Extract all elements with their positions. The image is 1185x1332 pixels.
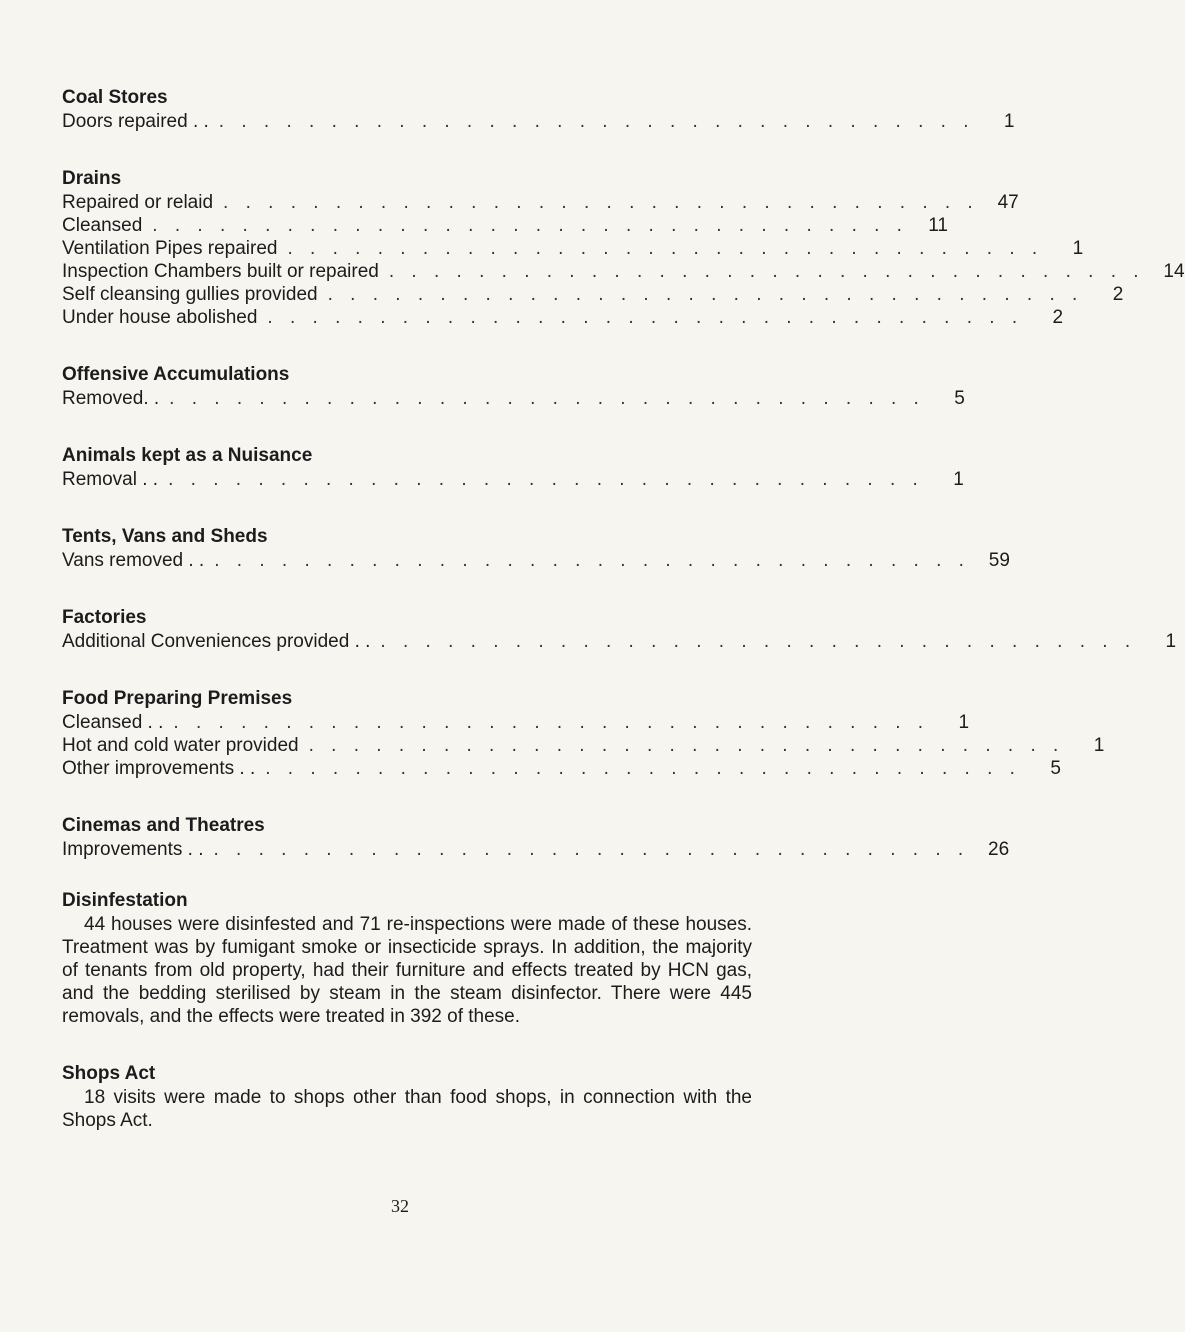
row-value: 5: [954, 388, 965, 409]
section-food-preparing-premises: [62, 687, 1105, 780]
section-heading: Factories: [62, 607, 147, 628]
leader-dots: . . . . . . . . . . . . . . . . . . . . . . . . . . . . . . . . . .: [152, 215, 908, 236]
document-body: [62, 86, 1185, 1132]
table-row: [62, 214, 948, 237]
section-heading: Cinemas and Theatres: [62, 815, 265, 836]
row-label: Repaired or relaid: [62, 192, 214, 213]
table-row: [62, 283, 1124, 306]
row-label: Hot and cold water provided: [62, 735, 299, 756]
page-number: 32: [391, 1196, 409, 1216]
row-value: 1: [1072, 238, 1084, 259]
section-disinfestation: [62, 889, 752, 1028]
row-label: Vans removed . .: [62, 550, 205, 571]
leader-dots: . . . . . . . . . . . . . . . . . . . . . . . . . . . . . . . . . .: [380, 631, 1137, 652]
leader-dots: . . . . . . . . . . . . . . . . . . . . . . . . . . . . . . . . . .: [169, 388, 925, 409]
section-tents-vans-sheds: [62, 525, 1010, 572]
section-shops-act: [62, 1062, 752, 1132]
row-value: 26: [988, 839, 1010, 860]
leader-dots: . . . . . . . . . . . . . . . . . . . . . . . . . . . . . . . . . .: [265, 758, 1021, 779]
row-label: Ventilation Pipes repaired: [62, 238, 278, 259]
row-value: 1: [958, 712, 970, 733]
row-label: Removed. .: [62, 388, 160, 409]
section-heading: Coal Stores: [62, 87, 168, 108]
table-row: [62, 630, 1177, 653]
table-row: [62, 468, 964, 491]
row-label: Removal . .: [62, 469, 159, 490]
section-drains: [62, 167, 1185, 329]
leader-dots: . . . . . . . . . . . . . . . . . . . . . . . . . . . . . . . . . .: [327, 284, 1084, 305]
section-animals-nuisance: [62, 444, 964, 491]
leader-dots: . . . . . . . . . . . . . . . . . . . . . . . . . . . . . . . . . .: [223, 192, 979, 213]
row-value: 14: [1163, 261, 1185, 282]
section-offensive-accumulations: [62, 363, 965, 410]
leader-dots: . . . . . . . . . . . . . . . . . . . . . . . . . . . . . . . . . .: [173, 712, 930, 733]
table-row: [62, 711, 970, 734]
table-row: [62, 191, 1019, 214]
row-label: Improvements . .: [62, 839, 204, 860]
table-row: [62, 838, 1010, 861]
table-row: [62, 306, 1064, 329]
leader-dots: . . . . . . . . . . . . . . . . . . . . . . . . . . . . . . . . . .: [308, 735, 1065, 756]
row-value: 59: [988, 550, 1010, 571]
leader-dots: . . . . . . . . . . . . . . . . . . . . . . . . . . . . . . . . . .: [267, 307, 1024, 328]
section-heading: Shops Act: [62, 1063, 156, 1084]
table-row: [62, 549, 1010, 572]
row-label: Cleansed . .: [62, 712, 164, 733]
row-value: 1: [1093, 735, 1105, 756]
section-heading: Drains: [62, 168, 122, 189]
row-value: 11: [928, 215, 948, 236]
leader-dots: . . . . . . . . . . . . . . . . . . . . . . . . . . . . . . . . . .: [218, 111, 975, 132]
section-heading: Offensive Accumulations: [62, 364, 290, 385]
table-row: [62, 757, 1061, 780]
section-factories: [62, 606, 1177, 653]
section-heading: Food Preparing Premises: [62, 688, 293, 709]
row-label: Inspection Chambers built or repaired: [62, 261, 379, 282]
leader-dots: . . . . . . . . . . . . . . . . . . . . . . . . . . . . . . . . . .: [214, 550, 970, 571]
row-label: Doors repaired . .: [62, 111, 209, 132]
row-label: Self cleansing gullies provided: [62, 284, 318, 305]
section-heading: Animals kept as a Nuisance: [62, 445, 313, 466]
table-row: [62, 734, 1105, 757]
section-coal-stores: [62, 86, 1015, 133]
row-label: Additional Conveniences provided . .: [62, 631, 371, 652]
section-heading: Disinfestation: [62, 890, 188, 911]
leader-dots: . . . . . . . . . . . . . . . . . . . . . . . . . . . . . . . . . .: [388, 261, 1145, 282]
section-heading: Tents, Vans and Sheds: [62, 526, 268, 547]
row-value: 1: [953, 469, 964, 490]
row-label: Under house abolished: [62, 307, 258, 328]
table-row: [62, 260, 1185, 283]
table-row: [62, 387, 965, 410]
row-label: Cleansed: [62, 215, 143, 236]
row-value: 2: [1052, 307, 1064, 328]
table-row: [62, 110, 1015, 133]
row-value: 2: [1112, 284, 1124, 305]
row-value: 5: [1050, 758, 1061, 779]
row-label: Other improvements . .: [62, 758, 256, 779]
paragraph: 18 visits were made to shops other than food shops, in connection with the Shops Act.: [62, 1087, 752, 1131]
row-value: 1: [1003, 111, 1015, 132]
section-cinemas-theatres: [62, 814, 1010, 861]
row-value: 1: [1165, 631, 1177, 652]
table-row: [62, 237, 1084, 260]
leader-dots: . . . . . . . . . . . . . . . . . . . . . . . . . . . . . . . . . .: [287, 238, 1044, 259]
row-value: 47: [997, 192, 1019, 213]
paragraph: 44 houses were disinfested and 71 re-inspections were made of these houses. Treatment was by fumigant smoke or insecticide sprays. In addition, the majority of tenants from old property, had their furniture and effects treated by HCN gas, and the bedding sterilised by steam in the steam disinfector. There were 445 removals, and the effects were treated in 392 of these.: [62, 914, 752, 1027]
leader-dots: . . . . . . . . . . . . . . . . . . . . . . . . . . . . . . . . . .: [213, 839, 970, 860]
leader-dots: . . . . . . . . . . . . . . . . . . . . . . . . . . . . . . . . . .: [168, 469, 924, 490]
